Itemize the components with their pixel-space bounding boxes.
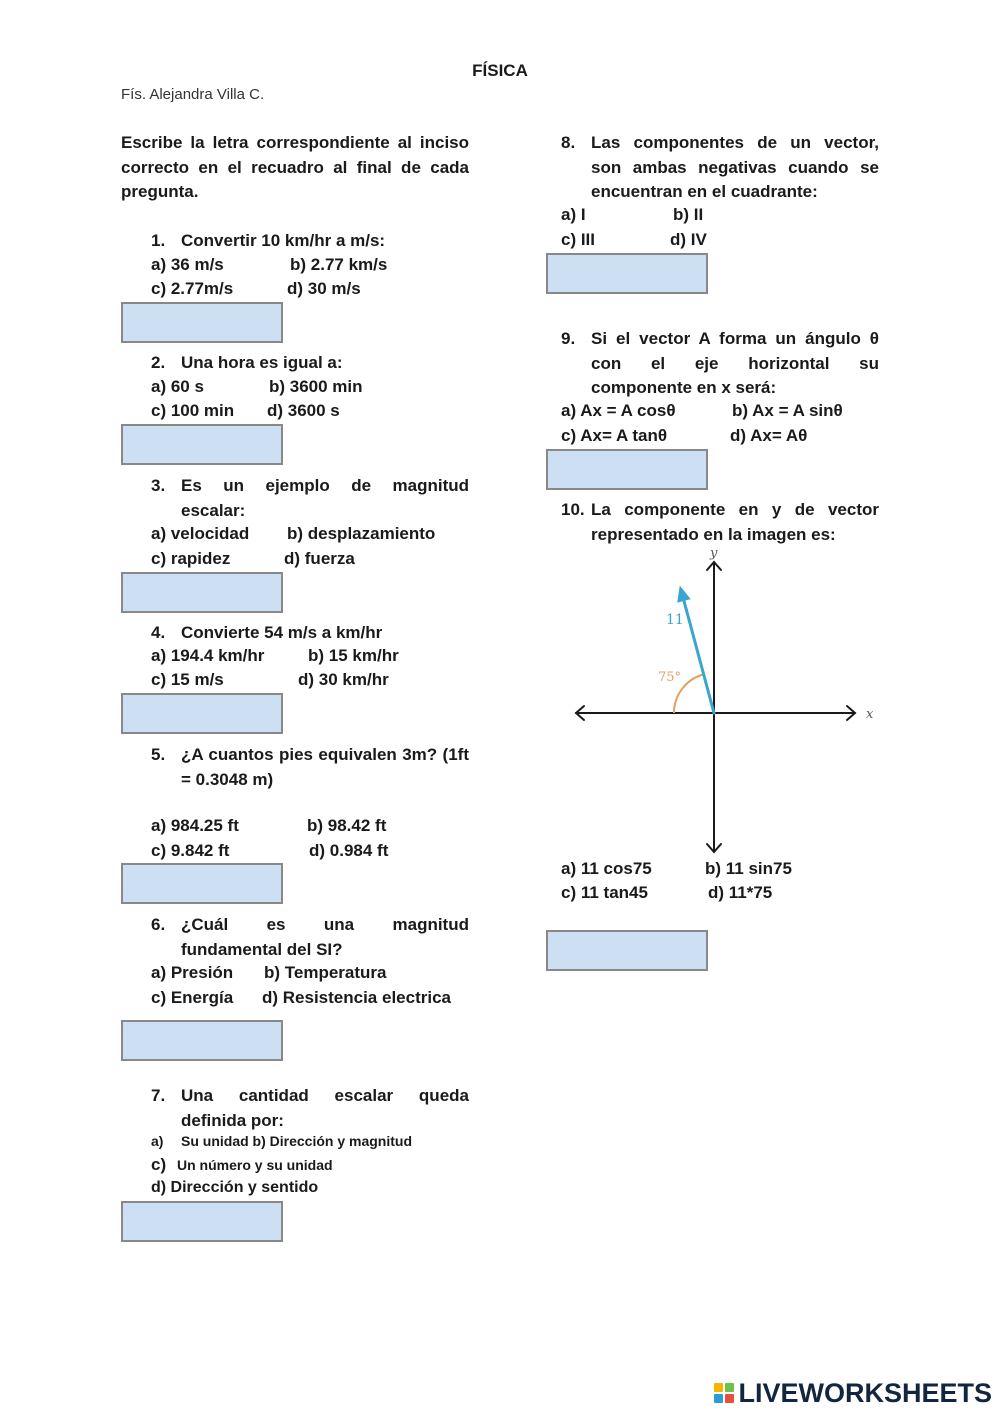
liveworksheets-logo	[714, 1377, 992, 1408]
option-d: d) fuerza	[284, 549, 355, 568]
question-1	[151, 229, 469, 254]
instructions: Escribe la letra correspondiente al inciso correcto en el recuadro al final de cada pregunta.	[121, 133, 469, 201]
option-c: c) 11 tan45	[561, 883, 648, 902]
question-number: 8.	[561, 133, 576, 152]
option-d: d) IV	[670, 230, 707, 249]
option-d: d) 30 km/hr	[298, 670, 389, 689]
answer-box-10[interactable]	[546, 930, 708, 971]
option-a: a) Ax = A cosθ	[561, 401, 676, 420]
option-d: d) Dirección y sentido	[151, 1179, 319, 1196]
question-text: La componente en y de vector representado en la imagen es:	[591, 500, 879, 544]
answer-box-1[interactable]	[121, 302, 283, 343]
option-d: d) Resistencia electrica	[262, 988, 451, 1007]
question-text: Una cantidad escalar queda definida por:	[181, 1086, 469, 1130]
option-b: b) 2.77 km/s	[290, 255, 388, 274]
option-a-label: a)	[151, 1133, 164, 1149]
question-text: Si el vector A forma un ángulo θ con el eje horizontal su componente en x será:	[591, 329, 879, 397]
option-d: d) Ax= Aθ	[730, 426, 808, 445]
y-axis-label: y	[710, 546, 718, 561]
option-c: c) rapidez	[151, 549, 231, 568]
option-c: c) 15 m/s	[151, 670, 224, 689]
option-c-text: Un número y su unidad	[177, 1157, 333, 1173]
page-title: FÍSICA	[472, 61, 528, 80]
question-number: 3.	[151, 476, 166, 495]
vector-a	[682, 593, 714, 713]
option-a: a) 36 m/s	[151, 255, 224, 274]
magnitude-label: 11	[666, 612, 684, 628]
vector-diagram	[560, 540, 890, 860]
vector-arrowhead	[677, 586, 691, 603]
question-7	[151, 1084, 469, 1133]
option-a: a) I	[561, 205, 586, 224]
option-c: c) Energía	[151, 988, 234, 1007]
option-d: d) 30 m/s	[287, 279, 361, 298]
question-text: Una hora es igual a:	[181, 353, 343, 372]
author-name: Fís. Alejandra Villa C.	[121, 86, 265, 103]
option-a: a) 11 cos75	[561, 859, 652, 878]
option-c: c) Ax= A tanθ	[561, 426, 668, 445]
question-number: 6.	[151, 915, 166, 934]
answer-box-9[interactable]	[546, 449, 708, 490]
answer-box-6[interactable]	[121, 1020, 283, 1061]
answer-box-8[interactable]	[546, 253, 708, 294]
option-a: a) velocidad	[151, 524, 250, 543]
question-8	[561, 131, 879, 205]
option-b: b) Ax = A sinθ	[732, 401, 843, 420]
option-d: d) 3600 s	[267, 401, 340, 420]
option-d: d) 11*75	[708, 883, 773, 902]
answer-box-5[interactable]	[121, 863, 283, 904]
option-b: b) 11 sin75	[705, 859, 792, 878]
question-2	[151, 351, 469, 376]
option-c: c) 9.842 ft	[151, 841, 230, 860]
option-b: b) 15 km/hr	[308, 646, 399, 665]
option-a: a) Presión	[151, 963, 234, 982]
question-number: 10.	[561, 500, 585, 519]
option-b: b) 3600 min	[269, 377, 363, 396]
question-text: Es un ejemplo de magnitud escalar:	[181, 476, 469, 520]
option-c: c) 100 min	[151, 401, 235, 420]
option-b: b) desplazamiento	[287, 524, 436, 543]
answer-box-3[interactable]	[121, 572, 283, 613]
question-3	[151, 474, 469, 523]
option-a-b-text: Su unidad b) Dirección y magnitud	[181, 1133, 413, 1149]
question-text: ¿Cuál es una magnitud fundamental del SI?	[181, 915, 469, 959]
option-c: c) III	[561, 230, 596, 249]
question-number: 1.	[151, 231, 166, 250]
logo-text: LIVEWORKSHEETS	[738, 1377, 992, 1408]
question-5	[151, 743, 469, 792]
question-text: ¿A cuantos pies equivalen 3m? (1ft = 0.3048 m)	[181, 745, 469, 789]
option-c: c) 2.77m/s	[151, 279, 234, 298]
option-a: a) 60 s	[151, 377, 204, 396]
option-d: d) 0.984 ft	[309, 841, 389, 860]
question-number: 2.	[151, 353, 166, 372]
question-number: 7.	[151, 1086, 166, 1105]
option-c-label: c)	[151, 1155, 167, 1174]
option-b: b) 98.42 ft	[307, 816, 387, 835]
option-b: b) Temperatura	[264, 963, 387, 982]
answer-box-4[interactable]	[121, 693, 283, 734]
question-number: 9.	[561, 329, 576, 348]
question-text: Convierte 54 m/s a km/hr	[181, 623, 383, 642]
question-text: Las componentes de un vector, son ambas negativas cuando se encuentran en el cuadrante:	[591, 133, 879, 201]
question-4	[151, 621, 469, 646]
answer-box-2[interactable]	[121, 424, 283, 465]
question-9	[561, 327, 879, 401]
option-b: b) II	[673, 205, 704, 224]
question-text: Convertir 10 km/hr a m/s:	[181, 231, 386, 250]
option-a: a) 984.25 ft	[151, 816, 239, 835]
angle-label: 75°	[658, 670, 682, 685]
x-axis-label: x	[866, 707, 874, 722]
option-a: a) 194.4 km/hr	[151, 646, 265, 665]
question-6	[151, 913, 469, 962]
question-number: 4.	[151, 623, 166, 642]
answer-box-7[interactable]	[121, 1201, 283, 1242]
logo-mark-icon	[714, 1383, 734, 1403]
question-number: 5.	[151, 745, 166, 764]
